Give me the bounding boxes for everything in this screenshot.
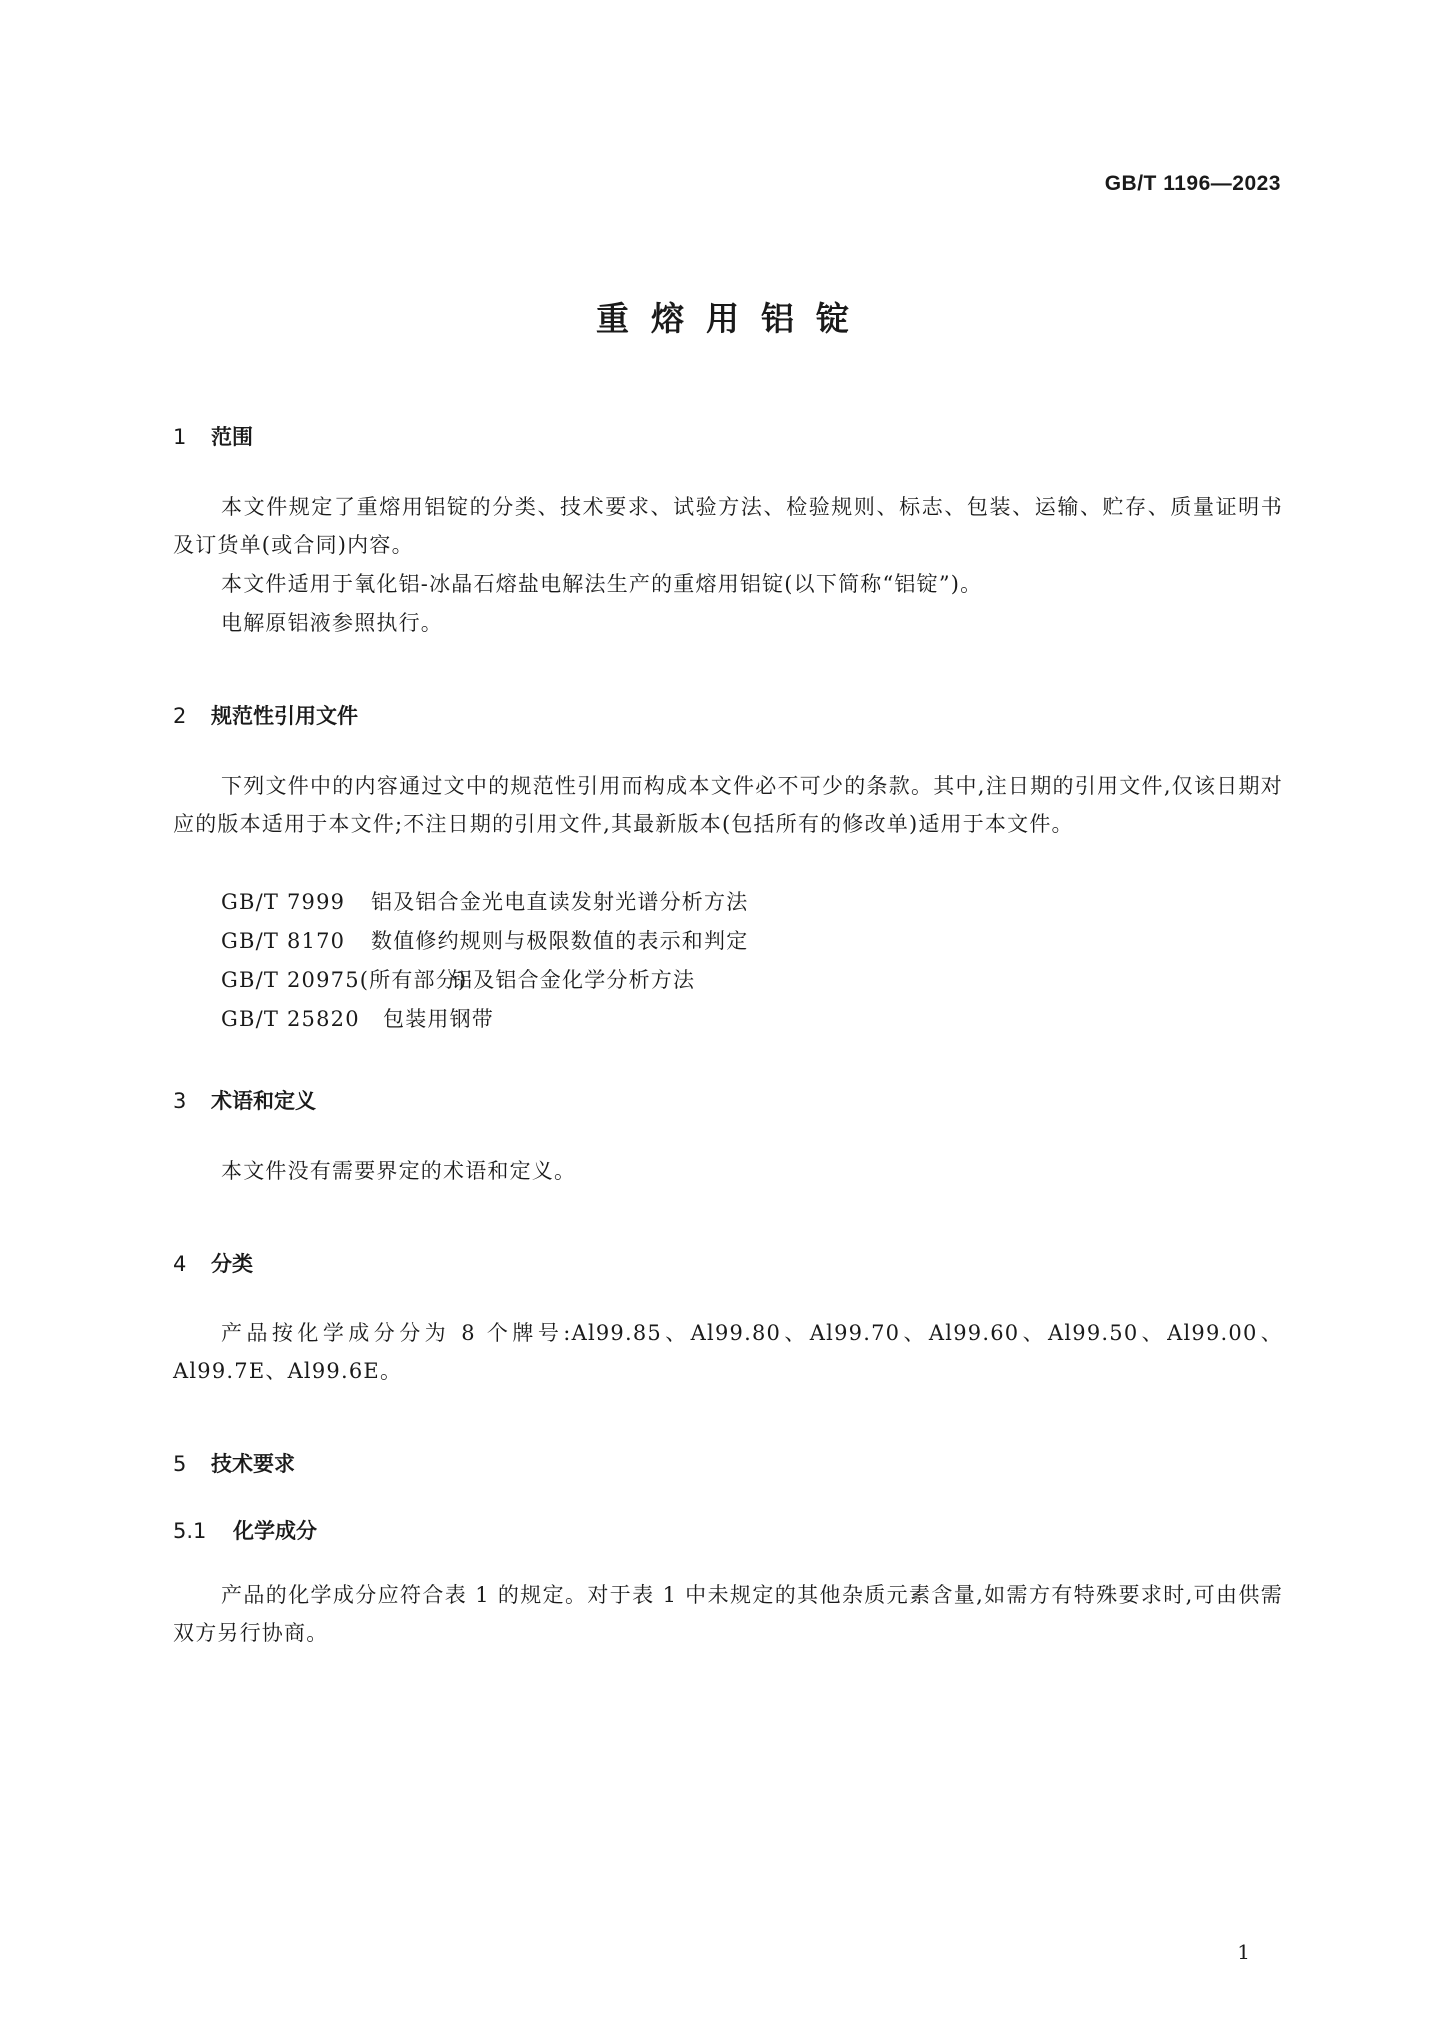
page-number: 1: [1237, 1940, 1250, 1964]
section-title: 分类: [211, 1252, 253, 1276]
section-1-heading: [173, 421, 253, 451]
section-2-heading: [173, 700, 358, 730]
section-number: 3: [173, 1089, 187, 1113]
section-4-paragraph-1: 产品按化学成分分为 8 个牌号:Al99.85、Al99.80、Al99.70、Al99.60、Al99.50、Al99.00、Al99.7E、Al99.6E。: [173, 1321, 1283, 1383]
subsection-number: 5.1: [173, 1519, 207, 1543]
subsection-5-1-heading: [173, 1515, 317, 1545]
reference-code: GB/T 8170: [221, 929, 346, 953]
section-number: 5: [173, 1452, 187, 1476]
section-1-paragraph-2: 本文件适用于氧化铝-冰晶石熔盐电解法生产的重熔用铝锭(以下简称“铝锭”)。: [221, 572, 983, 596]
section-1-paragraph-1: 本文件规定了重熔用铝锭的分类、技术要求、试验方法、检验规则、标志、包装、运输、贮存、质量证明书及订货单(或合同)内容。: [173, 495, 1283, 557]
section-5-heading: [173, 1448, 295, 1478]
reference-code: GB/T 7999: [221, 890, 346, 914]
section-3-paragraph-1: 本文件没有需要界定的术语和定义。: [221, 1159, 577, 1183]
section-number: 4: [173, 1252, 187, 1276]
document-title: 重熔用铝锭: [596, 299, 871, 338]
subsection-5-1-paragraph-1: 产品的化学成分应符合表 1 的规定。对于表 1 中未规定的其他杂质元素含量,如需方有特殊要求时,可由供需双方另行协商。: [173, 1583, 1283, 1645]
section-title: 规范性引用文件: [211, 704, 358, 728]
section-title: 范围: [211, 425, 253, 449]
reference-title: 铝及铝合金光电直读发射光谱分析方法: [371, 890, 749, 914]
section-number: 2: [173, 704, 187, 728]
section-3-heading: [173, 1085, 316, 1115]
section-1-paragraph-3: 电解原铝液参照执行。: [221, 611, 443, 635]
section-title: 技术要求: [211, 1452, 295, 1476]
section-2-paragraph-1: 下列文件中的内容通过文中的规范性引用而构成本文件必不可少的条款。其中,注日期的引用文件,仅该日期对应的版本适用于本文件;不注日期的引用文件,其最新版本(包括所有的修改单)适用于本文件。: [173, 774, 1283, 836]
section-title: 术语和定义: [211, 1089, 316, 1113]
reference-title: 包装用钢带: [383, 1007, 494, 1031]
standard-code: GB/T 1196—2023: [1104, 172, 1281, 195]
reference-title: 数值修约规则与极限数值的表示和判定: [371, 929, 749, 953]
reference-title: 铝及铝合金化学分析方法: [451, 968, 696, 992]
reference-code: GB/T 25820: [221, 1007, 360, 1031]
reference-item: [221, 1000, 494, 1038]
reference-item: [221, 883, 748, 921]
section-number: 1: [173, 425, 187, 449]
reference-item: [221, 922, 748, 960]
subsection-title: 化学成分: [233, 1519, 317, 1543]
reference-code: GB/T 20975(所有部分): [221, 968, 468, 992]
reference-item: [221, 961, 695, 999]
section-4-heading: [173, 1248, 253, 1278]
